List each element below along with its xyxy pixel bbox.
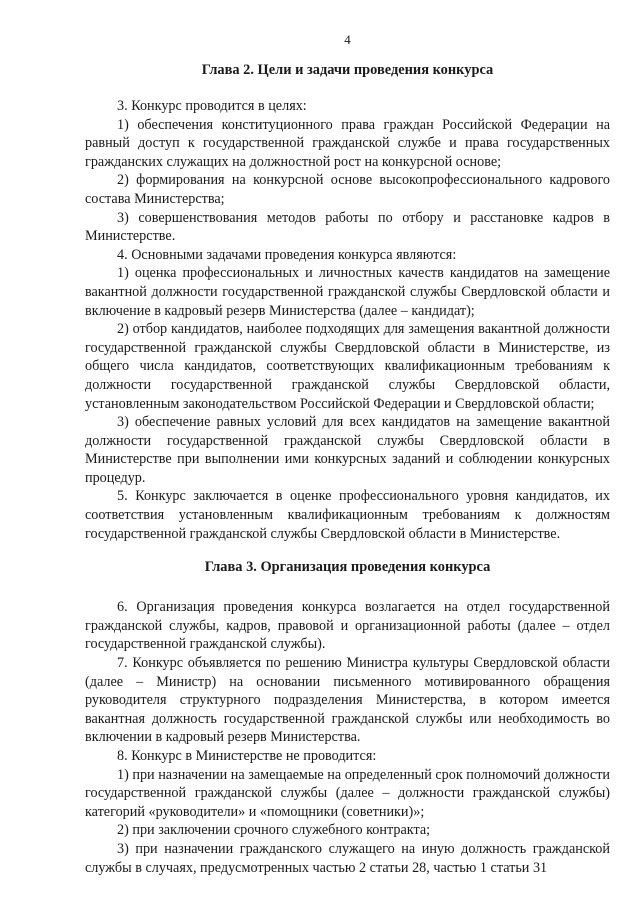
chapter-2-body (85, 97, 610, 543)
paragraph: 1) обеспечения конституционного права граждан Российской Федерации на равный доступ к государственной гражданской службе и права государственных гражданских служащих на должностной рост на конкурсной основе; (85, 116, 610, 170)
paragraph: 2) отбор кандидатов, наиболее подходящих для замещения вакантной должности государственной гражданской службы Свердловской области в Министерстве, из общего числа кандидатов, соответствующих квалификационным требованиям к должности государственной гражданской службы Свердловской области, установленным законодательством Российской Федерации и Свердловской области; (85, 321, 610, 412)
paragraph: 6. Организация проведения конкурса возлагается на отдел государственной гражданской службы, кадров, правовой и организационной работы (далее – отдел государственной гражданской службы). (85, 599, 610, 653)
paragraph: 5. Конкурс заключается в оценке профессионального уровня кандидатов, их соответствия установленным квалификационным требованиям к должностям государственной гражданской службы Свердловской области в Министерстве. (85, 488, 610, 542)
paragraph: 1) оценка профессиональных и личностных качеств кандидатов на замещение вакантной должности государственной гражданской службы Свердловской области и включение в кадровый резерв Министерства (далее – кандидат); (85, 265, 610, 319)
paragraph: 8. Конкурс в Министерстве не проводится: (117, 748, 377, 764)
paragraph: 4. Основными задачами проведения конкурса являются: (117, 246, 457, 263)
paragraph: 1) при назначении на замещаемые на определенный срок полномочий должности государственной гражданской службы (далее – должности гражданской службы) категорий «руководители» и «помощники (советники)»; (85, 766, 610, 820)
chapter-3-title: Глава 3. Организация проведения конкурса (204, 559, 491, 576)
paragraph: 3) обеспечение равных условий для всех кандидатов на замещение вакантной должности государственной гражданской службы Свердловской области в Министерстве при выполнении ими конкурсных заданий и соблюдении конкурсных процедур. (85, 414, 610, 486)
paragraph: 3) при назначении гражданского служащего на иную должность гражданской службы в случаях, предусмотренных частью 2 статьи 28, частью 1 статьи 31 (85, 840, 610, 876)
paragraph: 2) формирования на конкурсной основе высокопрофессионального кадрового состава Министерства; (85, 172, 610, 207)
paragraph: 3. Конкурс проводится в целях: (117, 98, 307, 114)
paragraph: 2) при заключении срочного служебного контракта; (117, 822, 431, 839)
paragraph: 7. Конкурс объявляется по решению Министра культуры Свердловской области (далее – Министр) на основании письменного мотивированного обращения руководителя структурного подразделения Министерства, в котором имеется вакантная должность государственной гражданской службы или необходимость во включении в кадровый резерв Министерства. (85, 655, 610, 746)
chapter-3-body (85, 598, 610, 877)
paragraph: 3) совершенствования методов работы по отбору и расстановке кадров в Министерстве. (85, 209, 610, 245)
chapter-2-title: Глава 2. Цели и задачи проведения конкурса (201, 62, 494, 78)
page-number: 4 (344, 32, 351, 47)
